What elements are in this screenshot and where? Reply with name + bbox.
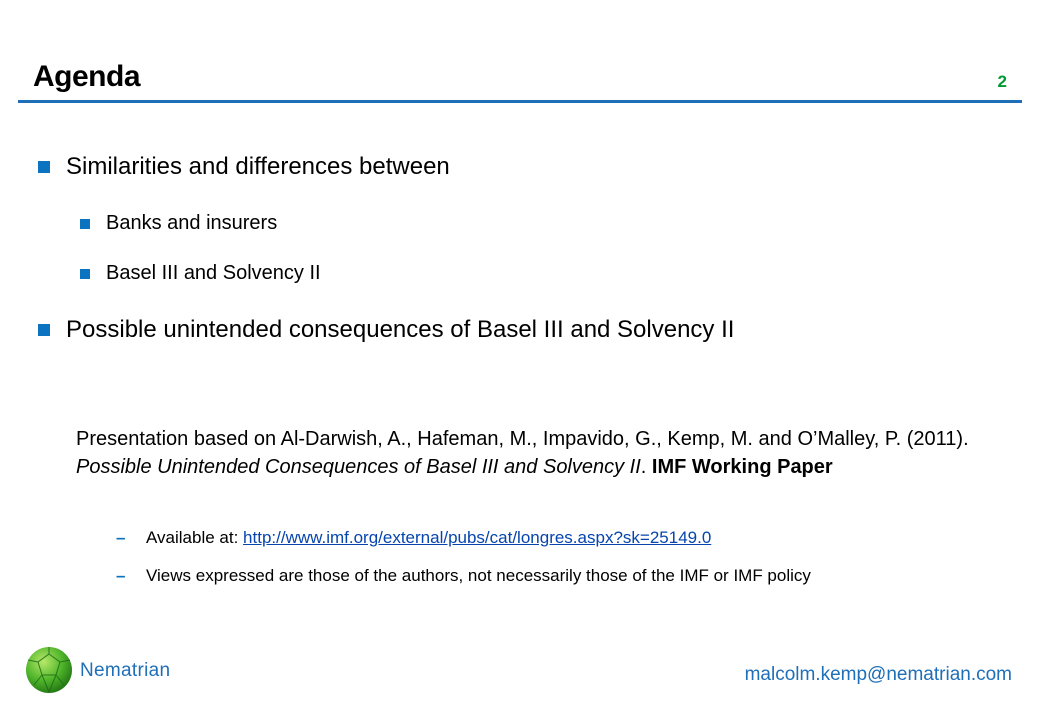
sub-bullet-item-2 bbox=[80, 262, 321, 285]
green-polyhedron-icon bbox=[24, 645, 74, 695]
note-availability bbox=[116, 528, 711, 548]
dash-bullet: – bbox=[116, 566, 126, 585]
title-divider bbox=[18, 100, 1022, 103]
note-disclaimer bbox=[116, 566, 811, 586]
bullet-text: Banks and insurers bbox=[106, 212, 278, 234]
bullet-square-icon bbox=[80, 219, 90, 229]
dash-bullet: – bbox=[116, 528, 126, 547]
disclaimer-text: Views expressed are those of the authors, not necessarily those of the IMF or IMF policy bbox=[146, 566, 811, 585]
reference-separator: . bbox=[640, 456, 652, 478]
brand-name: Nematrian bbox=[80, 660, 171, 681]
reference-title: Possible Unintended Consequences of Basel III and Solvency II bbox=[76, 456, 641, 478]
contact-email: malcolm.kemp@nematrian.com bbox=[744, 664, 1012, 685]
bullet-square-icon bbox=[38, 324, 50, 336]
sub-bullet-item-1 bbox=[80, 212, 277, 235]
bullet-item-2 bbox=[38, 316, 734, 344]
reference-series: IMF Working Paper bbox=[651, 456, 833, 478]
reference-authors: Presentation based on Al-Darwish, A., Hafeman, M., Impavido, G., Kemp, M. and O’Malley, P. (2011). bbox=[76, 428, 969, 450]
bullet-text: Similarities and differences between bbox=[66, 153, 450, 180]
bullet-text: Basel III and Solvency II bbox=[106, 262, 321, 284]
page-number: 2 bbox=[997, 72, 1007, 91]
availability-label: Available at: bbox=[146, 528, 239, 547]
bullet-square-icon bbox=[80, 269, 90, 279]
reference-citation bbox=[76, 425, 996, 481]
paper-link[interactable]: http://www.imf.org/external/pubs/cat/longres.aspx?sk=25149.0 bbox=[243, 528, 712, 547]
slide-title: Agenda bbox=[33, 60, 141, 93]
bullet-item-1 bbox=[38, 153, 450, 181]
bullet-text: Possible unintended consequences of Basel III and Solvency II bbox=[66, 316, 735, 343]
bullet-square-icon bbox=[38, 161, 50, 173]
